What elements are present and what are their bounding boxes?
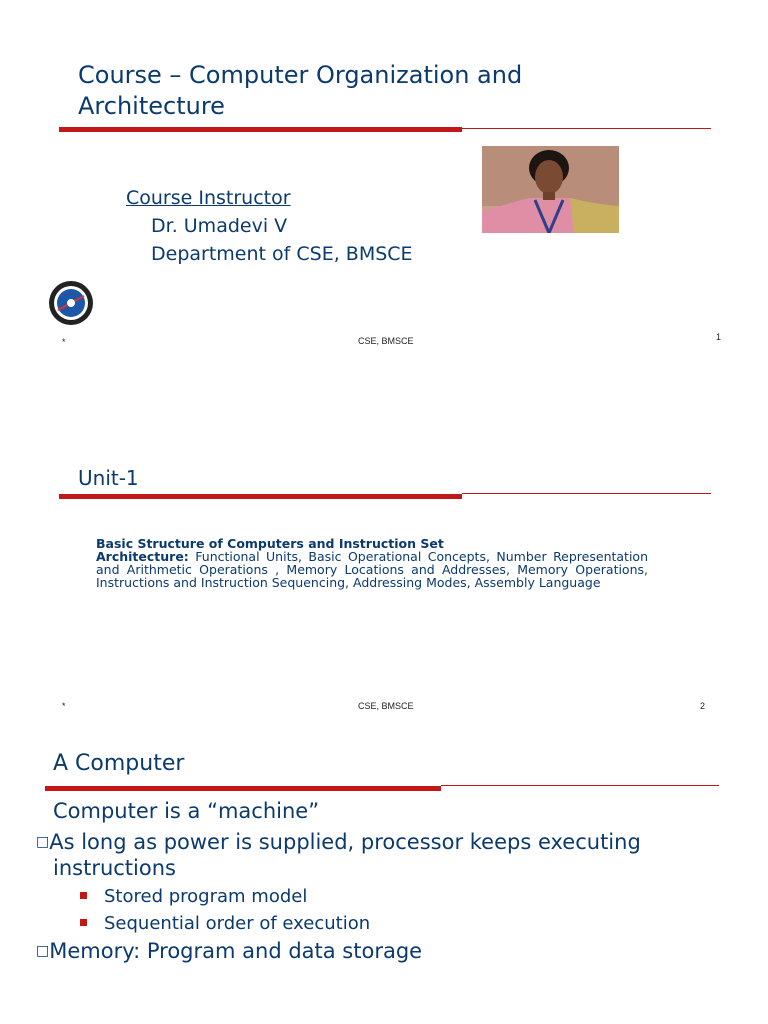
intro-line: Computer is a “machine” [53, 799, 320, 823]
red-square-bullet-icon [80, 919, 87, 926]
instructor-label: Course Instructor [126, 187, 291, 209]
architecture-label: Architecture: [96, 549, 189, 564]
instructor-block [126, 184, 413, 268]
bullet-text: As long as power is supplied, processor keeps executing [49, 830, 641, 854]
sub-bullet-item [80, 912, 370, 936]
slide-2 [0, 360, 768, 730]
instructor-name: Dr. Umadevi V [151, 215, 288, 237]
bullet-continuation: instructions [53, 856, 176, 880]
sub-bullet-text: Sequential order of execution [104, 913, 371, 934]
college-logo-icon [48, 280, 94, 326]
bullet-item [36, 829, 641, 858]
title-underline-thick [59, 127, 462, 132]
slide-title: Unit-1 [78, 466, 139, 490]
unit-syllabus [96, 537, 648, 589]
instructor-photo [482, 146, 619, 233]
footer-text: CSE, BMSCE [358, 701, 414, 711]
page-number: 1 [716, 332, 722, 342]
checkbox-square-icon: □ [36, 943, 50, 959]
footer-marker: * [62, 701, 66, 711]
title-underline-thick [59, 494, 462, 499]
syllabus-text [96, 550, 648, 589]
bullet-text: Memory: Program and data storage [49, 939, 423, 963]
syllabus-topics: Functional Units, Basic Operational Concepts, Number Representation and Arithmetic Operations , Memory Locations and Addresses, Memory Operations, Instructions and Instruction Sequencing, Addressing Modes, Assembly Language [96, 549, 648, 590]
title-underline-thin [462, 493, 711, 494]
slide-title: A Computer [53, 751, 185, 776]
bullet-item [36, 938, 422, 967]
title-underline-thin [441, 785, 719, 786]
title-underline-thin [462, 128, 711, 129]
footer-marker: * [62, 337, 66, 347]
checkbox-square-icon: □ [36, 834, 50, 850]
slide-3 [0, 730, 768, 1024]
syllabus-heading: Basic Structure of Computers and Instruction Set [96, 536, 444, 551]
sub-bullet-text: Stored program model [104, 886, 308, 907]
instructor-department: Department of CSE, BMSCE [151, 243, 413, 265]
slide-1 [0, 0, 768, 360]
red-square-bullet-icon [80, 892, 87, 899]
sub-bullet-item [80, 885, 307, 909]
slide-title: Course – Computer Organization and Architecture [78, 61, 523, 120]
footer-text: CSE, BMSCE [358, 336, 414, 346]
title-underline-thick [45, 786, 441, 791]
page-number: 2 [700, 701, 706, 711]
